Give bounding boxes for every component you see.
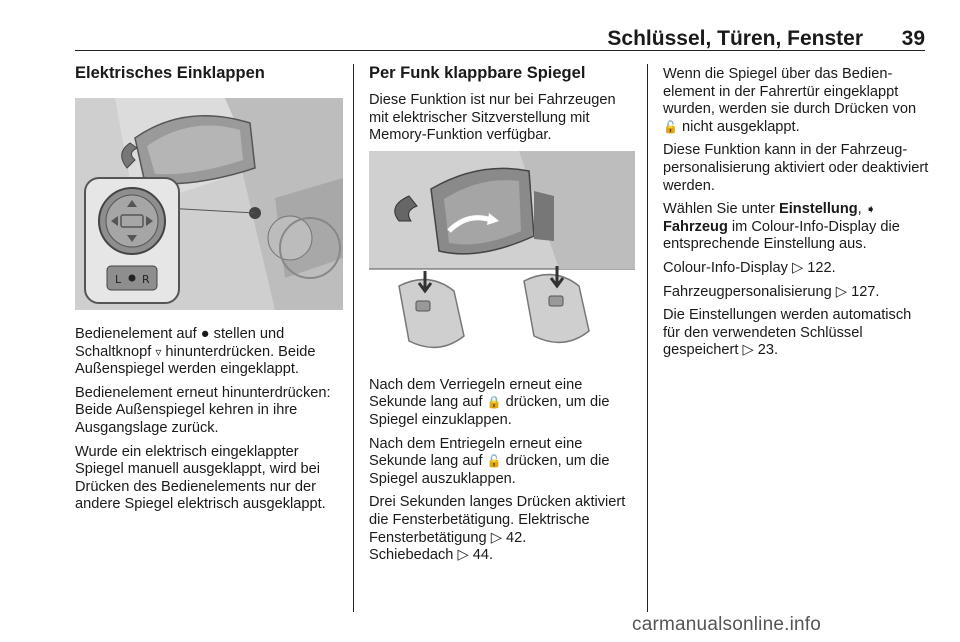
figure-mirror-control [75, 98, 343, 310]
mirror-control-illustration [75, 98, 343, 310]
paragraph-window-operation: Drei Sekunden langes Drücken aktiviert die Fensterbetätigung. Elektrische Fensterbetätigung ▷ 42. Schiebedach ▷ 44. [369, 494, 626, 564]
menu-settings: Einstellung [779, 201, 858, 218]
page-ref-44[interactable]: ▷ 44. [457, 547, 494, 564]
paragraph-lock-fold: Nach dem Verriegeln erneut eine Sekunde lang auf 🔒 drücken, um die Spiegel einzuklappen. [369, 376, 610, 428]
dot-symbol: ● [200, 326, 210, 342]
unlock-icon: 🔓 [663, 119, 678, 134]
column-right [663, 66, 929, 366]
page-ref-122[interactable]: ▷ 122. [791, 259, 836, 276]
page-ref-42[interactable]: ▷ 42. [490, 529, 527, 546]
paragraph-personalisation: Diese Funktion kann in der Fahrzeugpersonalisierung aktiviert oder deaktiviert werden. [663, 142, 929, 194]
paragraph-colour-info-ref: Colour-Info-Display ▷ 122. [663, 259, 836, 276]
column-divider-1 [353, 64, 354, 612]
page-ref-127[interactable]: ▷ 127. [835, 283, 880, 300]
unlock-icon: 🔓 [486, 454, 502, 469]
page-ref-23[interactable]: ▷ 23. [742, 342, 779, 359]
lock-icon: 🔒 [486, 395, 502, 410]
paragraph-personalisation-ref: Fahrzeugpersonalisierung ▷ 127. [663, 283, 880, 300]
paragraph-unlock-unfold: Nach dem Entriegeln erneut eine Sekunde lang auf 🔓 drücken, um die Spiegel auszuklappen. [369, 435, 610, 487]
menu-vehicle: Fahrzeug [663, 218, 728, 235]
paragraph-availability: Diese Funktion ist nur bei Fahrzeugen mit elektrischer Sitzverstellung mit Memory-Funktion verfügbar. [369, 92, 616, 144]
svg-text:L: L [115, 273, 122, 286]
paragraph-driver-door-fold: Wenn die Spiegel über das Bedienelement in der Fahrertür eingeklappt wurden, werden sie durch Drücken von 🔓 nicht ausgeklappt. [663, 66, 917, 135]
paragraph-manual-unfold: Wurde ein elektrisch eingeklappter Spiegel manuell ausgeklappt, wird bei Drücken des Bedienelements nur der andere Spiegel elektrisch ausgeklappt. [75, 443, 326, 513]
page-number: 39 [901, 27, 925, 50]
column-middle [369, 62, 635, 571]
paragraph-key-memory: Die Einstellungen werden automatisch für den verwendeten Schlüssel gespeichert ▷ 23. [663, 307, 912, 359]
key-fob-right [524, 266, 589, 342]
section-heading-remote-fold: Per Funk klappbare Spiegel [369, 64, 586, 82]
section-heading-electric-fold: Elektrisches Einklappen [75, 64, 265, 82]
key-fob-left [399, 271, 464, 347]
column-left [75, 62, 343, 520]
arrow-icon: ➧ [865, 202, 876, 217]
fold-button-symbol: ▿ [155, 344, 162, 359]
page-title: Schlüssel, Türen, Fenster [607, 27, 863, 50]
column-divider-2 [647, 64, 648, 612]
watermark: carmanualsonline.info [632, 614, 822, 635]
paragraph-settings-path: Wählen Sie unter Einstellung, ➧ Fahrzeug im Colour-Info-Display die entsprechende Einstellung aus. [663, 201, 900, 253]
page-header [75, 27, 925, 51]
paragraph-fold-instructions: Bedienelement auf ● stellen und Schaltknopf ▿ hinunterdrücken. Beide Außenspiegel werden eingeklappt. [75, 326, 316, 378]
remote-fold-illustration [369, 151, 635, 363]
svg-text:R: R [142, 273, 150, 286]
paragraph-unfold: Bedienelement erneut hinunterdrücken: Beide Außenspiegel kehren in ihre Ausgangslage zurück. [75, 384, 331, 436]
figure-remote-fold [369, 151, 635, 363]
